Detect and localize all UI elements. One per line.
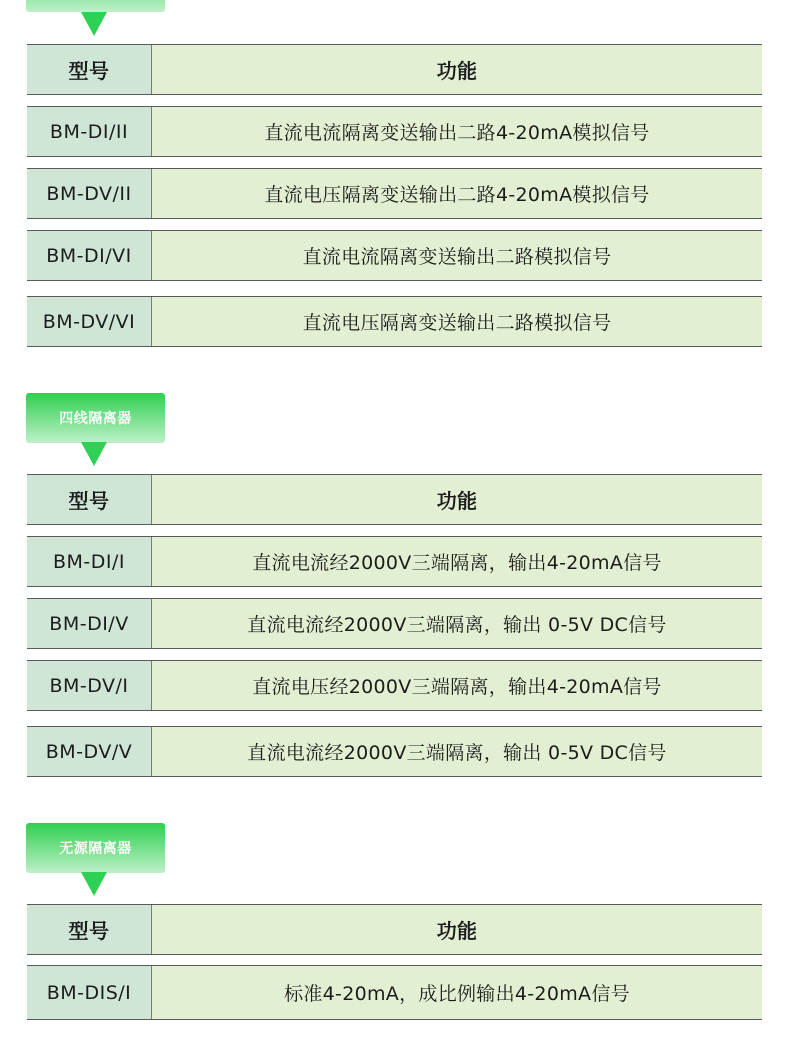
table-row [27,965,762,1020]
model-cell: BM-DI/I [27,537,152,586]
table-header-row [27,474,762,525]
table-row [27,230,762,281]
header-model: 型号 [27,905,152,954]
table-row [27,296,762,347]
model-cell: BM-DV/II [27,169,152,218]
section-badge: 无源隔离器 [26,823,165,873]
header-function: 功能 [152,45,762,94]
function-cell: 直流电压隔离变送输出二路4-20mA模拟信号 [152,169,762,218]
model-cell: BM-DI/VI [27,231,152,280]
model-cell: BM-DV/I [27,661,152,710]
header-model: 型号 [27,45,152,94]
header-model: 型号 [27,475,152,524]
table-row [27,106,762,157]
table-row [27,726,762,777]
table-row [27,598,762,649]
down-arrow-icon [81,442,107,466]
model-cell: BM-DV/VI [27,297,152,346]
function-cell: 直流电流隔离变送输出二路模拟信号 [152,231,762,280]
function-cell: 直流电压隔离变送输出二路模拟信号 [152,297,762,346]
model-cell: BM-DIS/I [27,966,152,1019]
function-cell: 直流电流隔离变送输出二路4-20mA模拟信号 [152,107,762,156]
section-badge: 四线隔离器 [26,393,165,443]
table-row [27,168,762,219]
table-row [27,660,762,711]
function-cell: 直流电压经2000V三端隔离，输出4-20mA信号 [152,661,762,710]
function-cell: 标准4-20mA，成比例输出4-20mA信号 [152,966,762,1019]
down-arrow-icon [81,872,107,896]
table-header-row [27,44,762,95]
function-cell: 直流电流经2000V三端隔离，输出 0-5V DC信号 [152,599,762,648]
table-row [27,536,762,587]
header-function: 功能 [152,475,762,524]
down-arrow-icon [81,12,107,36]
table-header-row [27,904,762,955]
model-cell: BM-DV/V [27,727,152,776]
function-cell: 直流电流经2000V三端隔离，输出 0-5V DC信号 [152,727,762,776]
function-cell: 直流电流经2000V三端隔离，输出4-20mA信号 [152,537,762,586]
section-badge [26,0,165,12]
header-function: 功能 [152,905,762,954]
model-cell: BM-DI/V [27,599,152,648]
model-cell: BM-DI/II [27,107,152,156]
